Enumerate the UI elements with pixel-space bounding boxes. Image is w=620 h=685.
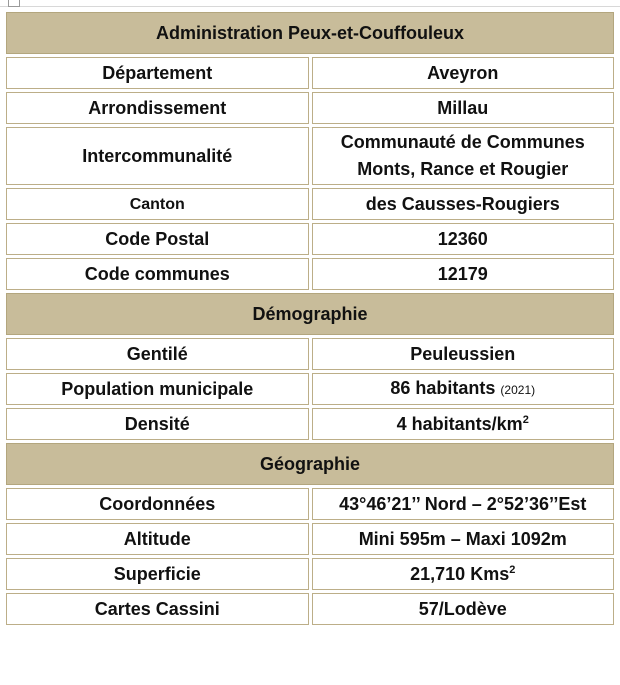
table-row [6, 523, 614, 555]
row-value: des Causses-Rougiers [312, 188, 615, 220]
table-title: Administration Peux-et-Couffouleux [6, 12, 614, 54]
row-label: Population municipale [6, 373, 309, 405]
superficie-exponent: 2 [509, 563, 516, 576]
row-value: 43°46’21’’ Nord – 2°52’36’’Est [312, 488, 615, 520]
row-value: Peuleussien [312, 338, 615, 370]
table-row [6, 127, 614, 185]
densite-exponent: 2 [522, 413, 529, 426]
row-value: Mini 595m – Maxi 1092m [312, 523, 615, 555]
table-row [6, 258, 614, 290]
table-row [6, 57, 614, 89]
row-label: Densité [6, 408, 309, 440]
row-label: Altitude [6, 523, 309, 555]
intercommunalite-line-2: Monts, Rance et Rougier [357, 159, 569, 179]
intercommunalite-line-1: Communauté de Communes [340, 132, 585, 152]
checkbox-corner [8, 0, 20, 7]
table-row [6, 338, 614, 370]
row-value-population [312, 373, 615, 405]
row-label: Coordonnées [6, 488, 309, 520]
population-year: (2021) [500, 382, 536, 397]
row-value: 12179 [312, 258, 615, 290]
superficie-value: 21,710 Kms [410, 563, 510, 584]
info-table [3, 9, 617, 628]
table-row [6, 593, 614, 625]
row-value-superficie [312, 558, 615, 590]
row-label: Département [6, 57, 309, 89]
row-value: 12360 [312, 223, 615, 255]
section-header-administration [6, 12, 614, 54]
row-value: Aveyron [312, 57, 615, 89]
table-row [6, 558, 614, 590]
population-value: 86 habitants [390, 377, 496, 398]
row-value: Millau [312, 92, 615, 124]
section-title: Géographie [6, 443, 614, 485]
table-row [6, 92, 614, 124]
section-title: Démographie [6, 293, 614, 335]
row-value: 57/Lodève [312, 593, 615, 625]
row-label: Gentilé [6, 338, 309, 370]
table-row [6, 223, 614, 255]
row-value-densite [312, 408, 615, 440]
top-strip [0, 0, 620, 7]
row-label: Superficie [6, 558, 309, 590]
row-value-intercommunalite [312, 127, 615, 185]
densite-value: 4 habitants/km [396, 413, 523, 434]
row-label: Arrondissement [6, 92, 309, 124]
table-row [6, 408, 614, 440]
row-label: Canton [6, 188, 309, 220]
row-label: Intercommunalité [6, 127, 309, 185]
row-label: Cartes Cassini [6, 593, 309, 625]
row-label: Code Postal [6, 223, 309, 255]
table-row [6, 188, 614, 220]
info-table-container [3, 9, 617, 628]
table-row [6, 373, 614, 405]
section-header-demographie [6, 293, 614, 335]
section-header-geographie [6, 443, 614, 485]
table-row [6, 488, 614, 520]
row-label: Code communes [6, 258, 309, 290]
